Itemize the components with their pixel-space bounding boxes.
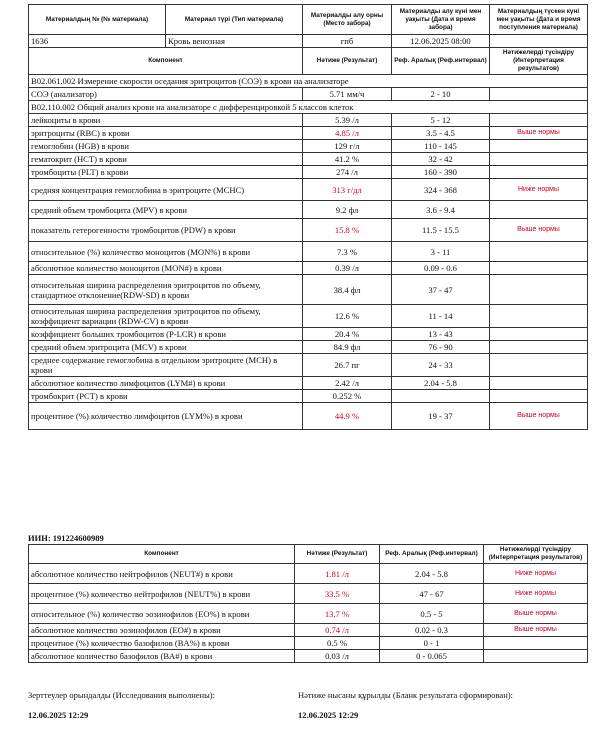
result-row <box>29 166 588 179</box>
result-reference: 160 - 390 <box>392 166 490 179</box>
result-row <box>29 262 588 275</box>
result-value: 0.74 /л <box>295 624 380 637</box>
formed-date: 12.06.2025 12:29 <box>298 710 359 720</box>
result-reference: 19 - 37 <box>392 403 490 430</box>
result-row <box>29 153 588 166</box>
result-row <box>29 328 588 341</box>
result-value: 84.9 фл <box>303 341 392 354</box>
results-header-ref: Реф. Аралық (Реф.интервал) <box>380 545 484 564</box>
result-row <box>29 341 588 354</box>
result-reference: 0.5 - 5 <box>380 604 484 624</box>
result-interpretation <box>490 140 588 153</box>
result-interpretation <box>490 390 588 403</box>
sample-received <box>490 35 588 48</box>
header-material-type: Материал түрі (Тип материала) <box>166 5 303 35</box>
result-row <box>29 201 588 219</box>
result-reference: 0.02 - 0.3 <box>380 624 484 637</box>
result-reference: 37 - 47 <box>392 275 490 305</box>
result-reference: 0.09 - 0.6 <box>392 262 490 275</box>
result-reference: 24 - 33 <box>392 354 490 377</box>
result-component: эритроциты (RBC) в крови <box>29 127 303 140</box>
result-interpretation <box>490 328 588 341</box>
result-row <box>29 305 588 328</box>
result-value: 0.5 % <box>295 637 380 650</box>
result-interpretation: Выше нормы <box>490 403 588 430</box>
result-reference: 0 - 0.065 <box>380 650 484 663</box>
result-value: 129 г/л <box>303 140 392 153</box>
result-row <box>29 354 588 377</box>
result-interpretation <box>490 201 588 219</box>
result-value: 38.4 фл <box>303 275 392 305</box>
result-value: 2.42 /л <box>303 377 392 390</box>
section-row <box>29 101 588 114</box>
result-interpretation <box>484 650 588 663</box>
result-value: 0.252 % <box>303 390 392 403</box>
result-interpretation <box>490 341 588 354</box>
results-header-row <box>29 545 588 564</box>
result-value: 12.6 % <box>303 305 392 328</box>
result-component: средний объем тромбоцита (MPV) в крови <box>29 201 303 219</box>
result-row <box>29 604 588 624</box>
result-value: 20.4 % <box>303 328 392 341</box>
section-esr-title: B02.061.002 Измерение скорости оседания эритроцитов (СОЭ) в крови на анализаторе <box>29 75 588 88</box>
result-interpretation <box>484 637 588 650</box>
results-header-component: Компонент <box>29 48 303 75</box>
result-interpretation: Выше нормы <box>490 127 588 140</box>
result-component: процентное (%) количество базофилов (BA%) в крови <box>29 637 295 650</box>
performed-date: 12.06.2025 12:29 <box>28 710 89 720</box>
result-row <box>29 127 588 140</box>
result-component: относительная ширина распределения эритроцитов по объему, стандартное отклонение(RDW-SD) в крови <box>29 275 303 305</box>
result-component: абсолютное количество эозинофилов (EO#) в крови <box>29 624 295 637</box>
result-value: 13.7 % <box>295 604 380 624</box>
page-break <box>0 470 600 530</box>
result-component: относительное (%) количество моноцитов (MON%) в крови <box>29 242 303 262</box>
result-component: гематокрит (HCT) в крови <box>29 153 303 166</box>
result-reference: 110 - 145 <box>392 140 490 153</box>
result-interpretation: Выше нормы <box>484 624 588 637</box>
result-component: лейкоциты в крови <box>29 114 303 127</box>
result-interpretation <box>490 114 588 127</box>
result-row <box>29 114 588 127</box>
result-row <box>29 179 588 201</box>
result-component: среднее содержание гемоглобина в отдельном эритроците (MCH) в крови <box>29 354 303 377</box>
result-value: 313 г/дл <box>303 179 392 201</box>
result-row <box>29 624 588 637</box>
result-reference: 2 - 10 <box>392 88 490 101</box>
result-component: процентное (%) количество лимфоцитов (LYM%) в крови <box>29 403 303 430</box>
result-row <box>29 403 588 430</box>
section-cbc-title: B02.110.002 Общий анализ крови на анализаторе с дифференцировкой 5 классов клеток <box>29 101 588 114</box>
results-table-continued <box>28 544 588 663</box>
result-reference: 5 - 12 <box>392 114 490 127</box>
result-component: показатель гетерогенности тромбоцитов (PDW) в крови <box>29 219 303 242</box>
result-value: 5.39 /л <box>303 114 392 127</box>
result-row <box>29 140 588 153</box>
result-reference: 3.6 - 9.4 <box>392 201 490 219</box>
result-reference: 13 - 43 <box>392 328 490 341</box>
section-row <box>29 75 588 88</box>
result-component: СОЭ (анализатор) <box>29 88 303 101</box>
result-interpretation <box>490 262 588 275</box>
result-reference: 2.04 - 5.8 <box>380 564 484 584</box>
result-value: 44.9 % <box>303 403 392 430</box>
result-component: абсолютное количество моноцитов (MON#) в крови <box>29 262 303 275</box>
result-interpretation <box>490 242 588 262</box>
results-table <box>28 4 588 430</box>
result-reference: 11 - 14 <box>392 305 490 328</box>
result-value: 7.3 % <box>303 242 392 262</box>
header-collection-date: Материалды алу күні мен уақыты (Дата и время забора) <box>392 5 490 35</box>
result-row <box>29 242 588 262</box>
result-row <box>29 390 588 403</box>
result-value: 274 /л <box>303 166 392 179</box>
results-header-interp: Нәтижелерді түсіндіру (Интерпретация результатов) <box>490 48 588 75</box>
performed-label: Зерттеулер орындалды (Исследования выполнены): <box>28 690 215 700</box>
result-value: 5.71 мм/ч <box>303 88 392 101</box>
result-interpretation <box>490 275 588 305</box>
result-value: 15.8 % <box>303 219 392 242</box>
result-value: 33.5 % <box>295 584 380 604</box>
result-reference: 324 - 368 <box>392 179 490 201</box>
result-reference <box>392 390 490 403</box>
result-component: гемоглобин (HGB) в крови <box>29 140 303 153</box>
result-reference: 3.5 - 4.5 <box>392 127 490 140</box>
result-row <box>29 650 588 663</box>
result-component: абсолютное количество лимфоцитов (LYM#) в крови <box>29 377 303 390</box>
result-value: 0.03 /л <box>295 650 380 663</box>
result-value: 0.39 /л <box>303 262 392 275</box>
result-component: процентное (%) количество нейтрофилов (NEUT%) в крови <box>29 584 295 604</box>
result-component: абсолютное количество базофилов (BA#) в крови <box>29 650 295 663</box>
result-interpretation <box>490 377 588 390</box>
result-value: 4.85 /л <box>303 127 392 140</box>
header-collection-place: Материалды алу орны (Место забора) <box>303 5 392 35</box>
results-header-result: Нәтиже (Результат) <box>303 48 392 75</box>
result-row <box>29 377 588 390</box>
sample-date: 12.06.2025 08:00 <box>392 35 490 48</box>
header-material-number: Материалдың № (№ материала) <box>29 5 166 35</box>
result-row <box>29 275 588 305</box>
result-interpretation: Выше нормы <box>490 219 588 242</box>
result-component: относительная ширина распределения эритроцитов по объему, коэффициент вариации (RDW-CV) в крови <box>29 305 303 328</box>
sample-number: 1636 <box>29 35 166 48</box>
result-value: 1.81 /л <box>295 564 380 584</box>
result-value: 9.2 фл <box>303 201 392 219</box>
result-component: абсолютное количество нейтрофилов (NEUT#) в крови <box>29 564 295 584</box>
result-interpretation: Ниже нормы <box>490 179 588 201</box>
result-interpretation <box>490 88 588 101</box>
results-header-ref: Реф. Аралық (Реф.интервал) <box>392 48 490 75</box>
result-row <box>29 637 588 650</box>
result-interpretation <box>490 305 588 328</box>
result-component: средний объем эритроцита (MCV) в крови <box>29 341 303 354</box>
result-reference: 47 - 67 <box>380 584 484 604</box>
result-component: тромбоциты (PLT) в крови <box>29 166 303 179</box>
iin-label: ИИН: 191224600989 <box>28 533 104 543</box>
result-interpretation <box>490 166 588 179</box>
result-interpretation: Ниже нормы <box>484 584 588 604</box>
result-reference: 76 - 90 <box>392 341 490 354</box>
header-received-date: Материалдың түскен күні мен уақыты (Дата и время поступления материала) <box>490 5 588 35</box>
result-row <box>29 88 588 101</box>
formed-label: Нәтиже нысаны құрылды (Бланк результата сформирован): <box>298 690 513 700</box>
result-value: 26.7 пг <box>303 354 392 377</box>
result-row <box>29 219 588 242</box>
sample-place: гпб <box>303 35 392 48</box>
results-header-interp: Нәтижелерді түсіндіру (Интерпретация результатов) <box>484 545 588 564</box>
result-row <box>29 584 588 604</box>
result-value: 41.2 % <box>303 153 392 166</box>
result-reference: 32 - 42 <box>392 153 490 166</box>
result-component: коэффициент больших тромбоцитов (P-LCR) в крови <box>29 328 303 341</box>
results-header-component: Компонент <box>29 545 295 564</box>
result-component: тромбокрит (PCT) в крови <box>29 390 303 403</box>
results-header-row <box>29 48 588 75</box>
result-interpretation: Выше нормы <box>484 604 588 624</box>
result-interpretation <box>490 153 588 166</box>
result-interpretation: Ниже нормы <box>484 564 588 584</box>
result-reference: 2.04 - 5.8 <box>392 377 490 390</box>
result-interpretation <box>490 354 588 377</box>
sample-type: Кровь венозная <box>166 35 303 48</box>
result-component: средняя концентрация гемоглобина в эритроците (MCHC) <box>29 179 303 201</box>
results-header-result: Нәтиже (Результат) <box>295 545 380 564</box>
result-component: относительное (%) количество эозинофилов (EO%) в крови <box>29 604 295 624</box>
result-reference: 3 - 11 <box>392 242 490 262</box>
result-reference: 0 - 1 <box>380 637 484 650</box>
result-row <box>29 564 588 584</box>
result-reference: 11.5 - 15.5 <box>392 219 490 242</box>
